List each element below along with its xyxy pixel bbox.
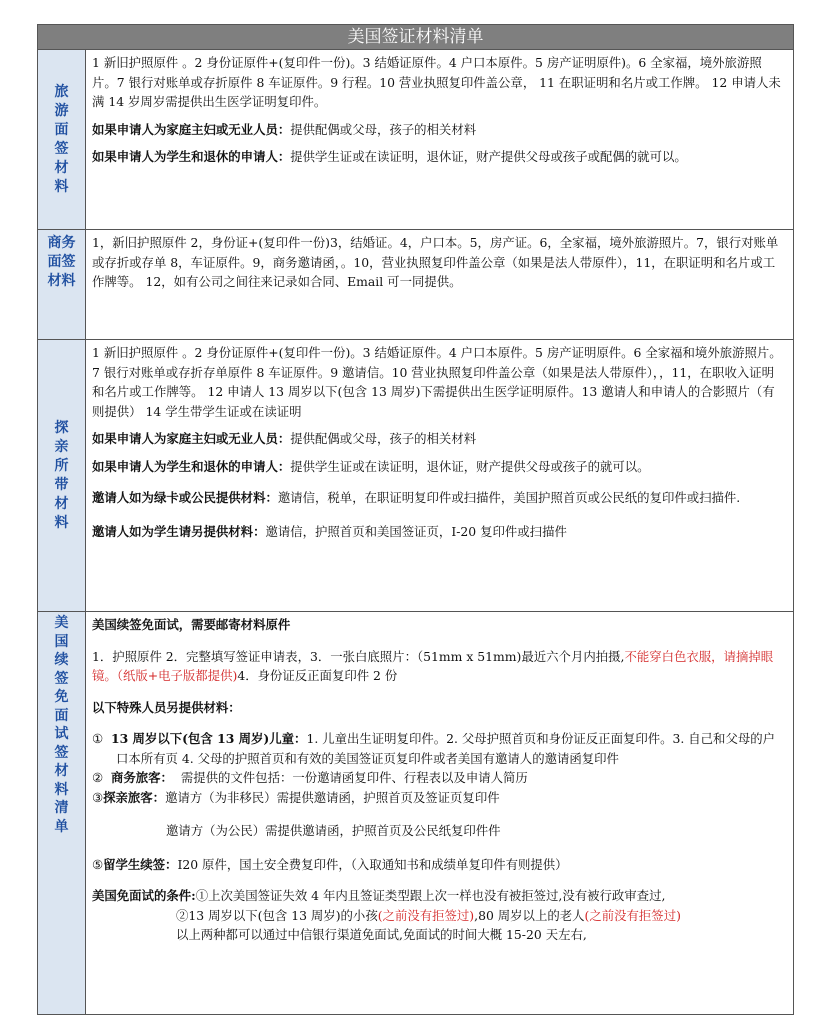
section-family-visit bbox=[38, 340, 793, 612]
category-label-tourist: 旅 游 面 签 材 料 bbox=[38, 50, 86, 229]
section-content bbox=[86, 340, 793, 611]
section-content bbox=[86, 612, 793, 1014]
exempt-note: 以上两种都可以通过中信银行渠道免面试,免面试的时间大概 15-20 天左右, bbox=[176, 927, 587, 942]
exempt-condition-2: ②13 周岁以下(包含 13 周岁)的小孩(之前没有拒签过),80 周岁以上的老人(之前没有拒签过) bbox=[176, 907, 681, 923]
special-visit-citizen: 邀请方（为公民）需提供邀请函，护照首页及公民纸复印件件 bbox=[166, 823, 501, 838]
note-green-card-inviter: 邀请人如为绿卡或公民提供材料：邀请信，税单，在职证明复印件或扫描件，美国护照首页或公民纸的复印件或扫描件. bbox=[92, 490, 741, 505]
special-child: ① 13 周岁以下(包含 13 周岁)儿童：1. 儿童出生证明复印件。2. 父母护照首页和身份证反正面复印件。3. 自己和父母的户口本所有页 4. 父母的护照首页和有效的美国签证页复印件或者美国有邀请人的邀请函复印件 bbox=[92, 731, 776, 766]
renewal-items: 1．护照原件 2．完整填写签证申请表，3．一张白底照片：（51mm x 51mm)最近六个月内拍摄,不能穿白色衣服，请摘掉眼镜。（纸版+电子版都提供)4．身份证反正面复印件 2 份 bbox=[92, 648, 774, 683]
section-tourist bbox=[38, 50, 793, 230]
renewal-heading: 美国续签免面试，需要邮寄材料原件 bbox=[92, 617, 291, 632]
note-student-inviter: 邀请人如为学生请另提供材料：邀请信，护照首页和美国签证页，I-20 复印件或扫描件 bbox=[92, 523, 567, 539]
material-list: 1，新旧护照原件 2，身份证+(复印件一份)3，结婚证。4，户口本。5，房产证。6，全家福，境外旅游照片。7，银行对账单或存折或存单 8，车证原件。9，商务邀请函，。10，营业执照复印件盖公章（如果是法人带原件），11，在职证明和名片或工作牌等。 12，如有公司之间往来记录如合同、Email 可一同提供。 bbox=[92, 235, 779, 289]
category-label-family-visit: 探 亲 所 带 材 料 bbox=[38, 340, 86, 611]
note-homemaker: 如果申请人为家庭主妇或无业人员：提供配偶或父母，孩子的相关材料 bbox=[92, 431, 477, 446]
page-title: 美国签证材料清单 bbox=[38, 25, 793, 50]
note-student-retired: 如果申请人为学生和退休的申请人：提供学生证或在读证明，退休证，财产提供父母或孩子的就可以。 bbox=[92, 458, 650, 474]
special-student: ⑤留学生续签：I20 原件，国土安全费复印件，（入取通知书和成绩单复印件有则提供） bbox=[92, 856, 568, 872]
note-student-retired: 如果申请人为学生和退休的申请人：提供学生证或在读证明，退休证，财产提供父母或孩子或配偶的就可以。 bbox=[92, 149, 687, 164]
exempt-conditions: 美国免面试的条件:①上次美国签证失效 4 年内且签证类型跟上次一样也没有被拒签过,没有被行政审查过, bbox=[92, 888, 666, 903]
material-list: 1 新旧护照原件 。2 身份证原件+(复印件一份)。3 结婚证原件。4 户口本原件。5 房产证明原件)。6 全家福，境外旅游照片。7 银行对账单或存折原件 8 车证原件。9 行程。10 营业执照复印件盖公章， 11 在职证明和名片或工作牌。 12 申请人未满 14 岁周岁需提供出生医学证明复印件。 bbox=[92, 55, 781, 109]
visa-checklist-table bbox=[37, 24, 794, 1015]
category-label-renewal: 美 国 续 签 免 面 试 签 材 料 清 单 bbox=[38, 612, 86, 1014]
section-business bbox=[38, 230, 793, 340]
special-heading: 以下特殊人员另提供材料： bbox=[92, 699, 241, 715]
special-visit: ③探亲旅客：邀请方（为非移民）需提供邀请函，护照首页及签证页复印件 bbox=[92, 789, 500, 805]
material-list: 1 新旧护照原件 。2 身份证原件+(复印件一份)。3 结婚证原件。4 户口本原件。5 房产证明原件。6 全家福和境外旅游照片。7 银行对账单或存折存单原件 8 车证原件。9 邀请信。10 营业执照复印件盖公章（如果是法人带原件），，11，在职收入证明和名片或工作牌等。 12 申请人 13 周岁以下(包含 13 周岁)下需提供出生医学证明原件。13 邀请人和申请人的合影照片（有则提供） 14 学生带学生证或在读证明 bbox=[92, 345, 782, 419]
special-business: ② 商务旅客： 需提供的文件包括：一份邀请函复印件、行程表以及申请人简历 bbox=[92, 770, 528, 785]
section-renewal bbox=[38, 612, 793, 1014]
section-content bbox=[86, 230, 793, 339]
note-homemaker: 如果申请人为家庭主妇或无业人员：提供配偶或父母，孩子的相关材料 bbox=[92, 121, 477, 137]
category-label-business: 商务 面签 材料 bbox=[38, 230, 86, 339]
section-content bbox=[86, 50, 793, 229]
